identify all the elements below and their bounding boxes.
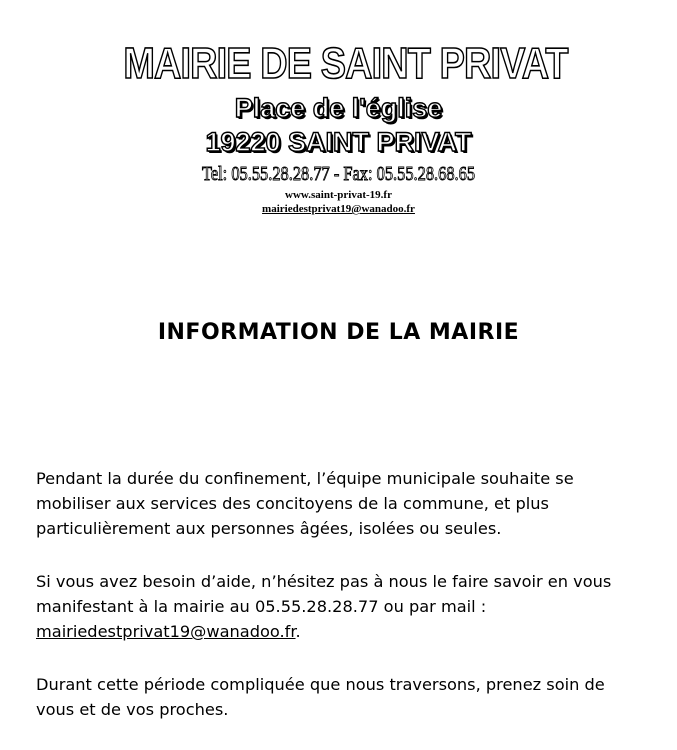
- paragraph-contact: [36, 569, 656, 644]
- document-heading: INFORMATION DE LA MAIRIE: [157, 320, 520, 345]
- letterhead-website: www.saint-privat-19.fr: [285, 189, 392, 201]
- paragraph-line: Si vous avez besoin d’aide, n’hésitez pas à nous le faire savoir en vous: [36, 572, 612, 591]
- letterhead: [0, 38, 677, 216]
- paragraph-line: manifestant à la mairie au 05.55.28.28.77 ou par mail :: [36, 597, 487, 616]
- contact-email-link[interactable]: mairiedestprivat19@wanadoo.fr: [36, 622, 296, 641]
- paragraph-closing: [36, 672, 656, 722]
- email-suffix: .: [295, 622, 301, 641]
- paragraph-line: mobiliser aux services des concitoyens de la commune, et plus: [36, 494, 549, 513]
- paragraph-line: Pendant la durée du confinement, l’équipe municipale souhaite se: [36, 469, 574, 488]
- paragraph-confinement: [36, 466, 656, 541]
- paragraph-line: particulièrement aux personnes âgées, isolées ou seules.: [36, 519, 502, 538]
- letterhead-phone-fax: Tel: 05.55.28.28.77 - Fax: 05.55.28.68.65: [201, 163, 476, 185]
- paragraph-line: vous et de vos proches.: [36, 700, 229, 719]
- paragraph-line: Durant cette période compliquée que nous traversons, prenez soin de: [36, 675, 605, 694]
- letterhead-city: 19220 SAINT PRIVAT: [205, 127, 472, 157]
- document-body: [36, 466, 656, 750]
- letterhead-email: mairiedestprivat19@wanadoo.fr: [262, 203, 415, 215]
- paragraph-line: [36, 619, 656, 644]
- letterhead-address: Place de l'église: [234, 93, 443, 123]
- letterhead-title: MAIRIE DE SAINT PRIVAT: [123, 39, 568, 88]
